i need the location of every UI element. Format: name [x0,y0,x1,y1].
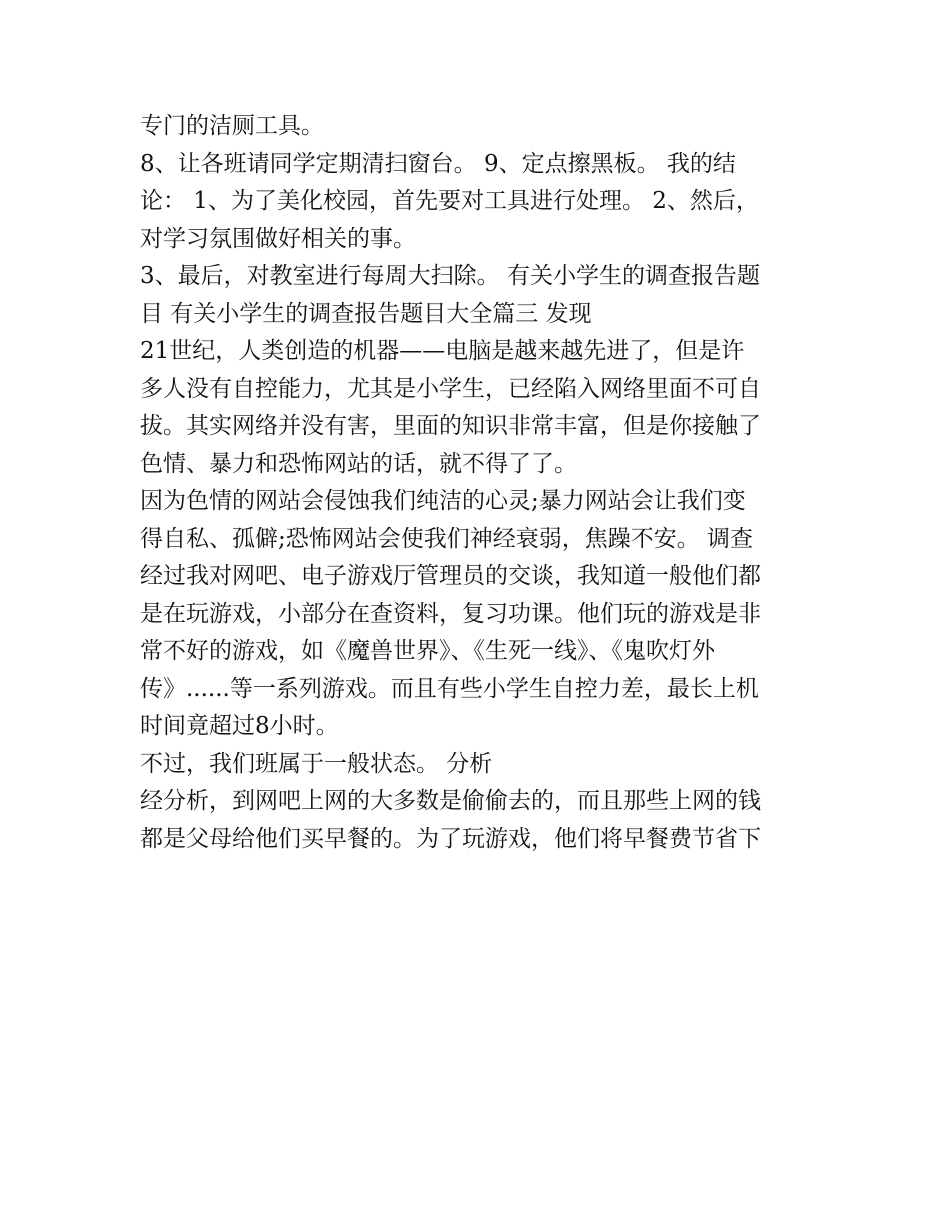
text-line: 21世纪，人类创造的机器——电脑是越来越先进了，但是许 [140,338,745,364]
text-line: 多人没有自控能力，尤其是小学生，已经陷入网络里面不可自 [140,375,761,402]
text-line: 对学习氛围做好相关的事。 [140,225,416,252]
text-line: 8、让各班请同学定期清扫窗台。 9、定点擦黑板。 我的结 [140,150,736,177]
text-line: 传》......等一系列游戏。而且有些小学生自控力差，最长上机 [140,675,759,702]
text-line: 常不好的游戏，如《魔兽世界》、《生死一线》、《鬼吹灯外 [140,638,715,664]
text-line: 目 有关小学生的调查报告题目大全篇三 发现 [140,300,592,327]
text-line: 时间竟超过8小时。 [140,713,339,739]
text-line: 不过，我们班属于一般状态。 分析 [140,750,493,777]
text-line: 专门的洁厕工具。 [140,113,324,139]
text-line: 论： 1、为了美化校园，首先要对工具进行处理。 2、然后， [140,188,759,214]
text-line: 都是父母给他们买早餐的。为了玩游戏，他们将早餐费节省下 [140,825,761,852]
text-line: 经过我对网吧、电子游戏厅管理员的交谈，我知道一般他们都 [140,563,761,589]
text-line: 经分析，到网吧上网的大多数是偷偷去的，而且那些上网的钱 [140,788,761,814]
text-line: 得自私、孤僻;恐怖网站会使我们神经衰弱，焦躁不安。 调查 [140,525,754,552]
document-body [140,108,820,858]
text-line: 3、最后，对教室进行每周大扫除。 有关小学生的调查报告题 [140,263,760,289]
text-line: 拔。其实网络并没有害，里面的知识非常丰富，但是你接触了 [140,413,761,439]
text-line: 是在玩游戏，小部分在查资料，复习功课。他们玩的游戏是非 [140,600,761,627]
text-line: 因为色情的网站会侵蚀我们纯洁的心灵;暴力网站会让我们变 [140,488,746,514]
text-line: 色情、暴力和恐怖网站的话，就不得了了。 [140,450,577,477]
